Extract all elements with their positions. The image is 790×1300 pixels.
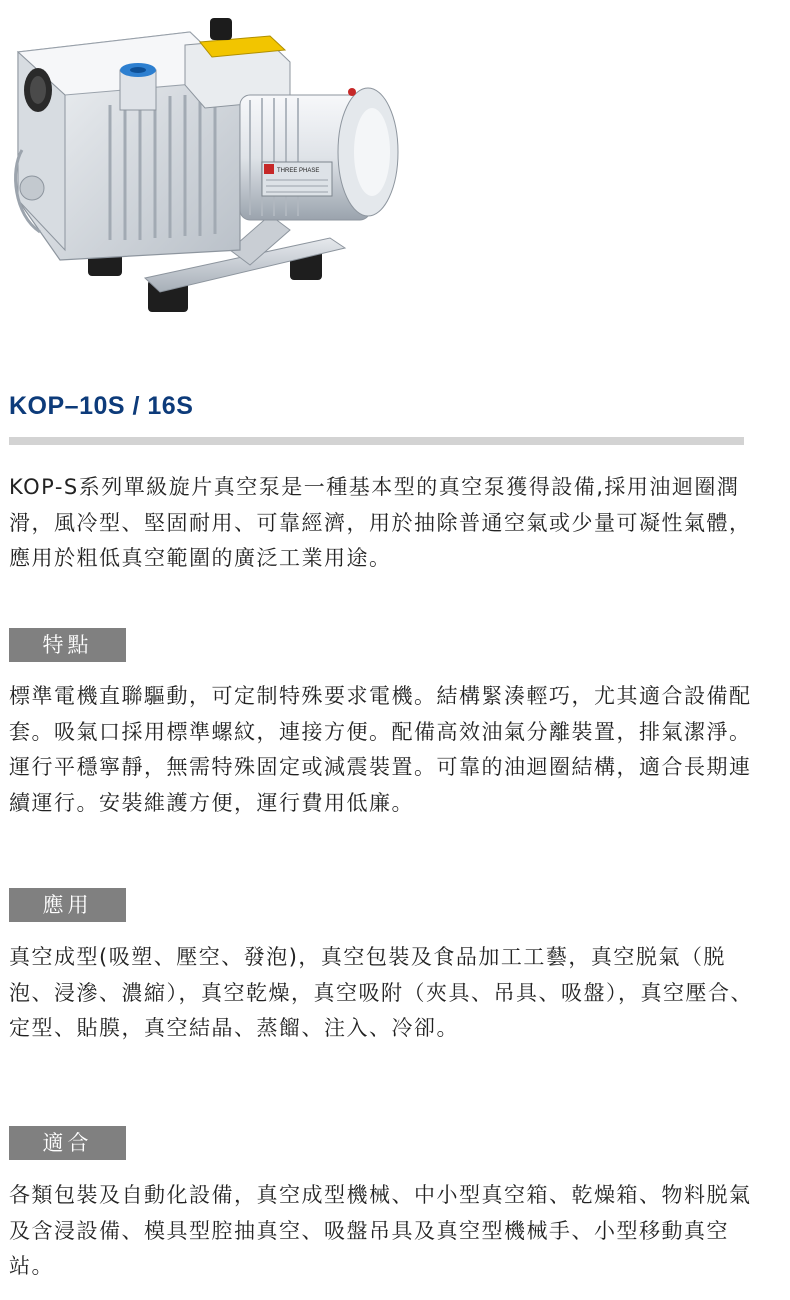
section-tag-applications: 應用 — [9, 888, 126, 922]
motor-nameplate-text: THREE PHASE — [277, 168, 320, 174]
vacuum-pump-image — [0, 0, 420, 330]
title-divider — [9, 437, 744, 445]
product-intro: KOP-S系列單級旋片真空泵是一種基本型的真空泵獲得設備,採用油迴圈潤滑，風冷型、堅固耐用、可靠經濟，用於抽除普通空氣或少量可凝性氣體，應用於粗低真空範圍的廣泛工業用途。 — [9, 475, 752, 570]
section-tag-suitable-for: 適合 — [9, 1126, 126, 1160]
product-title: KOP–10S / 16S — [9, 392, 194, 420]
section-tag-features: 特點 — [9, 628, 126, 662]
section-text-features: 標準電機直聯驅動，可定制特殊要求電機。結構緊湊輕巧，尤其適合設備配套。吸氣口採用標準螺紋，連接方便。配備高效油氣分離裝置，排氣潔淨。運行平穩寧靜，無需特殊固定或減震裝置。可靠的油迴圈結構，適合長期連續運行。安裝維護方便，運行費用低廉。 — [9, 684, 752, 815]
section-text-applications: 真空成型(吸塑、壓空、發泡)，真空包裝及食品加工工藝，真空脱氣（脱泡、浸滲、濃縮），真空乾燥，真空吸附（夾具、吊具、吸盤），真空壓合、定型、貼膜，真空結晶、蒸餾、注入、冷卻。 — [9, 945, 753, 1040]
section-text-suitable-for: 各類包裝及自動化設備，真空成型機械、中小型真空箱、乾燥箱、物料脱氣及含浸設備、模具型腔抽真空、吸盤吊具及真空型機械手、小型移動真空站。 — [9, 1183, 752, 1278]
